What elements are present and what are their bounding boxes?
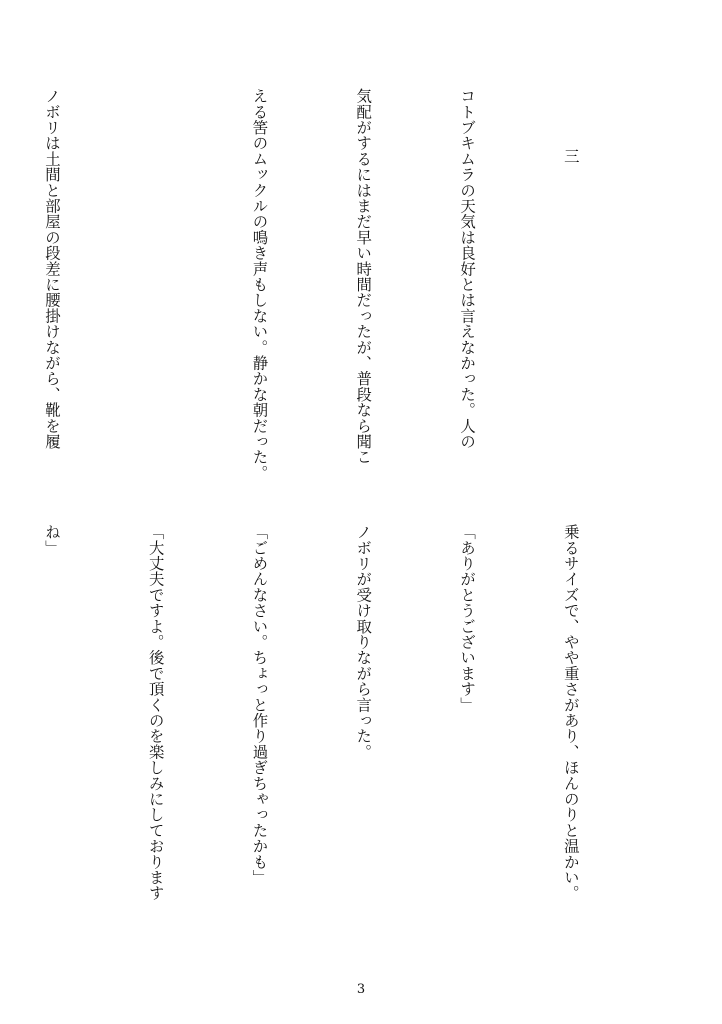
text-line: ね」 [42,524,61,556]
text-line: える筈のムックルの鳴き声もしない。静かな朝だった。 [250,88,269,481]
text-line [138,88,173,498]
text-line: 「大丈夫ですよ。後で頂くのを楽しみにしております [146,524,165,901]
chapter-title: 三 [561,148,580,164]
page-number: 3 [356,982,366,997]
bottom-text-block [42,524,657,934]
text-line: 「ごめんなさい。ちょっと作り過ぎちゃったかも」 [250,524,269,886]
text-line: コトブキムラの天気は良好とは言えなかった。人の [458,88,477,450]
top-text-block [42,88,657,498]
text-line: 乗るサイズで、やや重さがあり、ほんのりと温かい。 [561,524,580,901]
text-line: ノボリは土間と部屋の段差に腰掛けながら、靴を履 [42,88,61,450]
text-line: 「ありがとうございます」 [458,524,477,713]
text-line: 気配がするにはまだ早い時間だったが、普段なら聞こ [354,88,373,465]
text-line: ノボリが受け取りながら言った。 [354,524,373,760]
